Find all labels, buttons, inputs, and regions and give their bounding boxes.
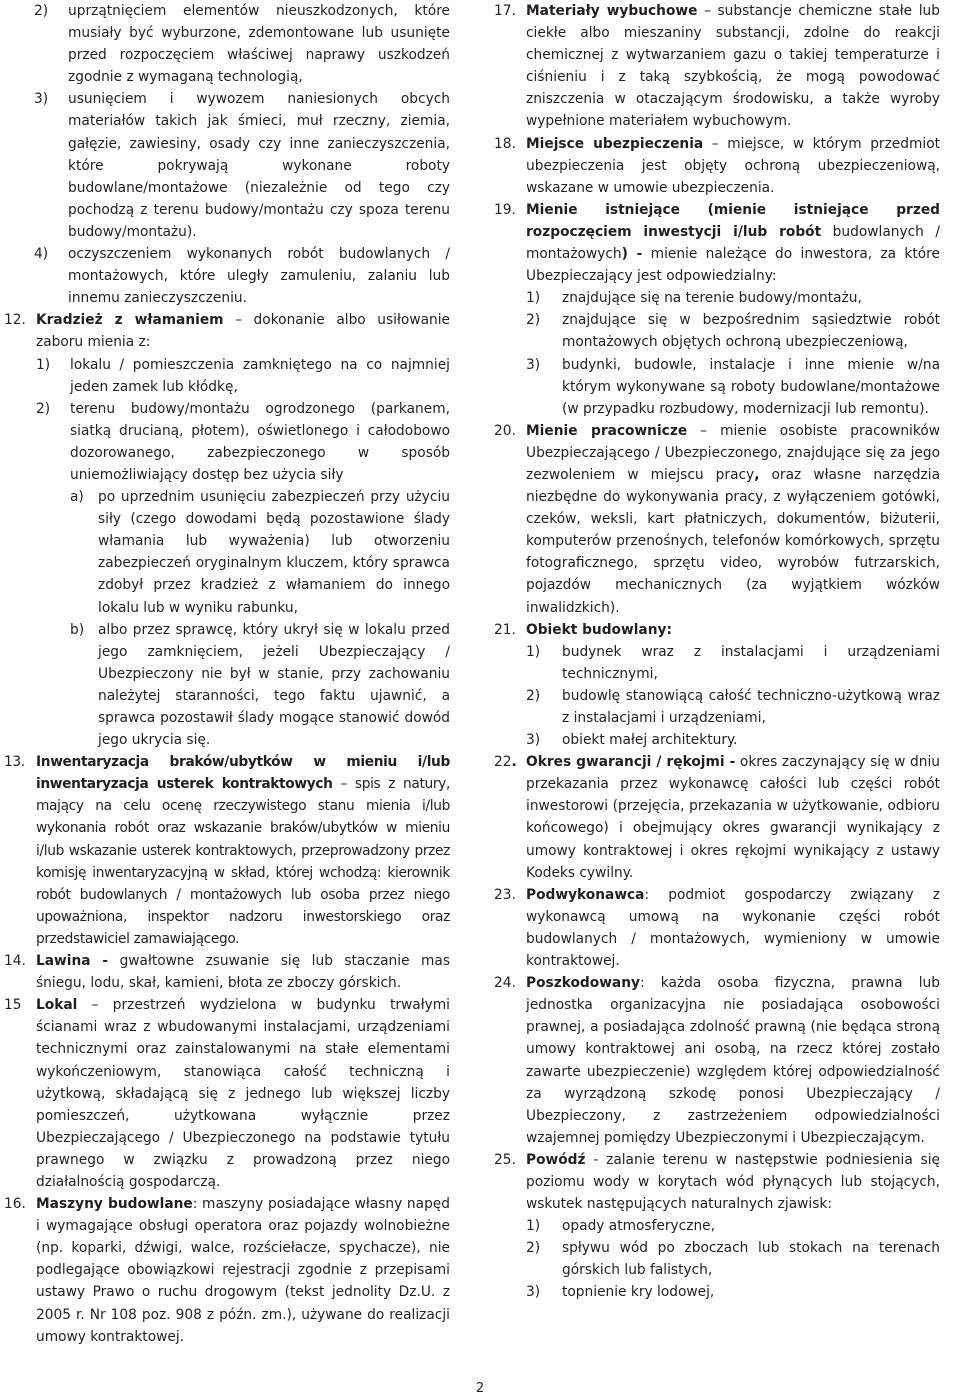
definition-25: 25. Powódź - zalanie terenu w następstwie podniesienia się poziomu wody w korytach wód płynących lub stojących, wskutek następujących naturalnych zjawisk: 1) opady atmosferyczne, 2) spływu wód po zboczach lub stokach na terenach górskich lub falistych, 3) topnienie kry lodowej, bbox=[494, 1149, 940, 1304]
definition-12: 12. Kradzież z włamaniem – dokonanie albo usiłowanie zaboru mienia z: 1) lokalu / pomieszczenia zamkniętego na co najmniej jeden zamek lub kłódkę, 2) terenu budowy/montażu ogrodzonego (parkanem, siatką drucianą, płotem), oświetlonego i całodobowo dozorowanego, zabezpieczonego w sposób uniemożliwiający dostęp bez użycia siły a) po uprzednim usunięciu zabezpieczeń przy użyciu siły (czego dowodami będą pozostawione ślady włamania lub wyważenia) lub otworzeniu zabezpieczeń oryginalnym kluczem, który sprawca zdobył przez kradzież z włamaniem do innego lokalu lub w wyniku rabunku, b) albo przez sprawcę, który ukrył się w lokalu przed jego zamknięciem, jeżeli Ubezpieczający / Ubezpieczony nie był w stanie, przy zachowaniu należytej staranności, tego faktu ujawnić, a sprawca pozostawił ślady mogące stanowić dowód jego ukrycia się. bbox=[4, 309, 450, 751]
list-item: 2) uprzątnięciem elementów nieuszkodzonych, które musiały być wyburzone, zdemontowane lub usunięte przed rozpoczęciem właściwej naprawy uszkodzeń zgodnie z wymaganą technologią, bbox=[34, 3, 450, 86]
list-item: 3) budynki, budowle, instalacje i inne mienie w/na którym wykonywane są roboty budowlane/montażowe (w przypadku rozbudowy, modernizacji lub remontu). bbox=[526, 356, 940, 417]
list-item: 1) opady atmosferyczne, bbox=[526, 1218, 716, 1235]
list-item: 1) budynek wraz z instalacjami i urządzeniami technicznymi, bbox=[526, 643, 940, 682]
definition-16: 16. Maszyny budowlane: maszyny posiadające własny napęd i wymagające obsługi operatora oraz pojazdy wolnobieżne (np. koparki, dźwigi, walce, rozściełacze, spychacze), nie podlegające obowiązkowi rejestracji zgodnie z przepisami ustawy Prawo o ruchu drogowym (tekst jednolity Dz.U. z 2005 r. Nr 108 poz. 908 z późn. zm.), używane do realizacji umowy kontraktowej. bbox=[4, 1196, 450, 1345]
definition-17: 17. Materiały wybuchowe – substancje chemiczne stałe lub ciekłe albo mieszaniny substancji, zdolne do reakcji chemicznej z wytwarzaniem gazu o takiej temperaturze i ciśnieniu i z taką szybkością, że mogą powodować zniszczenia w otaczającym środowisku, a także wyroby wypełnione materiałem wybuchowym. bbox=[494, 3, 940, 130]
term: Poszkodowany bbox=[526, 975, 640, 992]
term: Miejsce ubezpieczenia bbox=[526, 135, 704, 152]
definition-24: 24. Poszkodowany: każda osoba fizyczna, prawna lub jednostka organizacyjna nie posiadająca osobowości prawnej, a posiadająca zdolność prawną (nie będąca stroną umowy kontraktowej ani osobą, na rzecz której zostało zawarte ubezpieczenie) względem której odpowiedzialność za wyrządzoną szkodę ponosi Ubezpieczający / Ubezpieczony, z zastrzeżeniem odpowiedzialności wzajemnej pomiędzy Ubezpieczonymi i Ubezpieczającym. bbox=[494, 975, 940, 1146]
list-item: 2) budowlę stanowiącą całość techniczno-użytkową wraz z instalacjami i urządzeniami, bbox=[526, 687, 940, 726]
list-item: 4) oczyszczeniem wykonanych robót budowlanych / montażowych, które uległy zamuleniu, zalaniu lub innemu zanieczyszczeniu. bbox=[34, 246, 450, 307]
term: Materiały wybuchowe bbox=[526, 3, 698, 19]
definition-21: 21. Obiekt budowlany: 1) budynek wraz z instalacjami i urządzeniami technicznymi, 2) budowlę stanowiącą całość techniczno-użytkową wraz z instalacjami i urządzeniami, 3) obiekt małej architektury. bbox=[494, 619, 940, 752]
list-item: 2) znajdujące się w bezpośrednim sąsiedztwie robót montażowych objętych ochroną ubezpieczeniową, bbox=[526, 312, 940, 351]
definition-14: 14. Lawina - gwałtowne zsuwanie się lub staczanie mas śniegu, lodu, skał, kamieni, błota ze zboczy górskich. bbox=[4, 953, 450, 992]
continuation-list bbox=[4, 0, 450, 309]
definition-13: 13. Inwentaryzacja braków/ubytków w mieniu i/lub inwentaryzacja usterek kontraktowych – spis z natury, mający na celu ocenę rzeczywistego stanu mienia i/lub wykonania robót oraz wskazanie braków/ubytków w mieniu i/lub wskazanie usterek kontraktowych, przeprowadzony przez komisję inwentaryzacyjną w skład, której wchodzą: kierownik robót budowlanych / montażowych lub osoba przez niego upoważniona, inspektor nadzoru inwestorskiego oraz przedstawiciel zamawiającego. bbox=[4, 754, 450, 947]
list-item: 1) znajdujące się na terenie budowy/montażu, bbox=[526, 290, 862, 307]
term: Inwentaryzacja braków/ubytków w mieniu i/lub inwentaryzacja usterek kontraktowych bbox=[36, 754, 450, 793]
list-item: 3) obiekt małej architektury. bbox=[526, 732, 738, 749]
left-column bbox=[4, 0, 450, 1348]
page-number: 2 bbox=[475, 1381, 485, 1396]
term: Lawina - bbox=[36, 953, 109, 970]
list-item: 3) topnienie kry lodowej, bbox=[526, 1284, 715, 1301]
term: Maszyny budowlane bbox=[36, 1196, 193, 1213]
list-item: b) albo przez sprawcę, który ukrył się w lokalu przed jego zamknięciem, jeżeli Ubezpieczający / Ubezpieczony nie był w stanie, przy zachowaniu należytej staranności, tego faktu ujawnić, a sprawca pozostawił ślady mogące stanowić dowód jego ukrycia się. bbox=[70, 621, 450, 749]
term: Powódź bbox=[526, 1151, 586, 1168]
term: Obiekt budowlany: bbox=[526, 621, 672, 638]
term: Lokal bbox=[36, 997, 78, 1014]
list-item: 2) spływu wód po zboczach lub stokach na terenach górskich lub falistych, bbox=[526, 1240, 940, 1279]
list-item: 1) lokalu / pomieszczenia zamkniętego na co najmniej jeden zamek lub kłódkę, bbox=[36, 356, 450, 395]
definition-18: 18. Miejsce ubezpieczenia – miejsce, w którym przedmiot ubezpieczenia jest objęty ochroną ubezpieczeniową, wskazane w umowie ubezpieczenia. bbox=[494, 135, 941, 196]
list-item: a) po uprzednim usunięciu zabezpieczeń przy użyciu siły (czego dowodami będą pozostawione ślady włamania lub wyważenia) lub otworzeniu zabezpieczeń oryginalnym kluczem, który sprawca zdobył przez kradzież z włamaniem do innego lokalu lub w wyniku rabunku, bbox=[70, 489, 450, 616]
definition-22: 22. Okres gwarancji / rękojmi - okres zaczynający się w dniu przekazania przez wykonawcę całości lub części robót inwestorowi (przejęcia, przekazania w użytkowanie, odbioru końcowego) i obejmujący okres gwarancji wynikający z umowy kontraktowej i okres rękojmi wynikający z ustawy Kodeks cywilny. bbox=[494, 754, 940, 881]
term: Kradzież z włamaniem bbox=[36, 312, 224, 329]
term: Mienie pracownicze bbox=[526, 422, 688, 439]
right-column bbox=[494, 0, 940, 1304]
definition-23: 23. Podwykonawca: podmiot gospodarczy związany z wykonawcą umową na wykonanie części robót budowlanych / montażowych, wymieniony w umowie kontraktowej. bbox=[494, 886, 940, 970]
list-item: 2) terenu budowy/montażu ogrodzonego (parkanem, siatką drucianą, płotem), oświetlonego i całodobowo dozorowanego, zabezpieczonego w sposób uniemożliwiający dostęp bez użycia siły bbox=[36, 400, 450, 483]
definition-15: 15 Lokal – przestrzeń wydzielona w budynku trwałymi ścianami wraz z wbudowanymi instalacjami, urządzeniami technicznymi oraz zainstalowanymi na stałe elementami wykończeniowym, stanowiąca całość techniczną i użytkową, składającą się z jednego lub większej liczby pomieszczeń, użytkowana wyłącznie przez Ubezpieczającego / Ubezpieczonego na podstawie tytułu prawnego w związku z prowadzoną przez niego działalnością gospodarczą. bbox=[4, 997, 450, 1190]
term: Podwykonawca bbox=[526, 886, 645, 903]
term: Mienie istniejące (mienie istniejące przed rozpoczęciem inwestycji i/lub robót bbox=[526, 201, 940, 240]
term: Okres gwarancji / rękojmi - bbox=[526, 754, 736, 771]
list-item: 3) usunięciem i wywozem naniesionych obcych materiałów takich jak śmieci, muł rzeczny, ziemia, gałęzie, zawiesiny, osady czy inne zanieczyszczenia, które pokrywają wykonane roboty budowlane/montażowe (niezależnie od tego czy pochodzą z terenu budowy/montażu czy spoza terenu budowy/montażu). bbox=[34, 91, 450, 240]
definition-20: 20. Mienie pracownicze – mienie osobiste pracowników Ubezpieczającego / Ubezpieczonego, znajdujące się za jego zezwoleniem w miejscu pracy, oraz własne narzędzia niezbędne do wykonywania pracy, z wyłączeniem gotówki, czeków, weksli, kart płatniczych, dokumentów, biżuterii, komputerów przenośnych, telefonów komórkowych, sprzętu fotograficznego, sprzętu video, wyrobów futrzarskich, pojazdów mechanicznych (za wyjątkiem wózków inwalidzkich). bbox=[494, 422, 940, 616]
definition-19: 19. Mienie istniejące (mienie istniejące przed rozpoczęciem inwestycji i/lub robót budowlanych / montażowych) - mienie należące do inwestora, za które Ubezpieczający jest odpowiedzialny: 1) znajdujące się na terenie budowy/montażu, 2) znajdujące się w bezpośrednim sąsiedztwie robót montażowych objętych ochroną ubezpieczeniową, 3) budynki, budowle, instalacje i inne mienie w/na którym wykonywane są roboty budowlane/montażowe (w przypadku rozbudowy, modernizacji lub remontu). bbox=[494, 199, 940, 420]
